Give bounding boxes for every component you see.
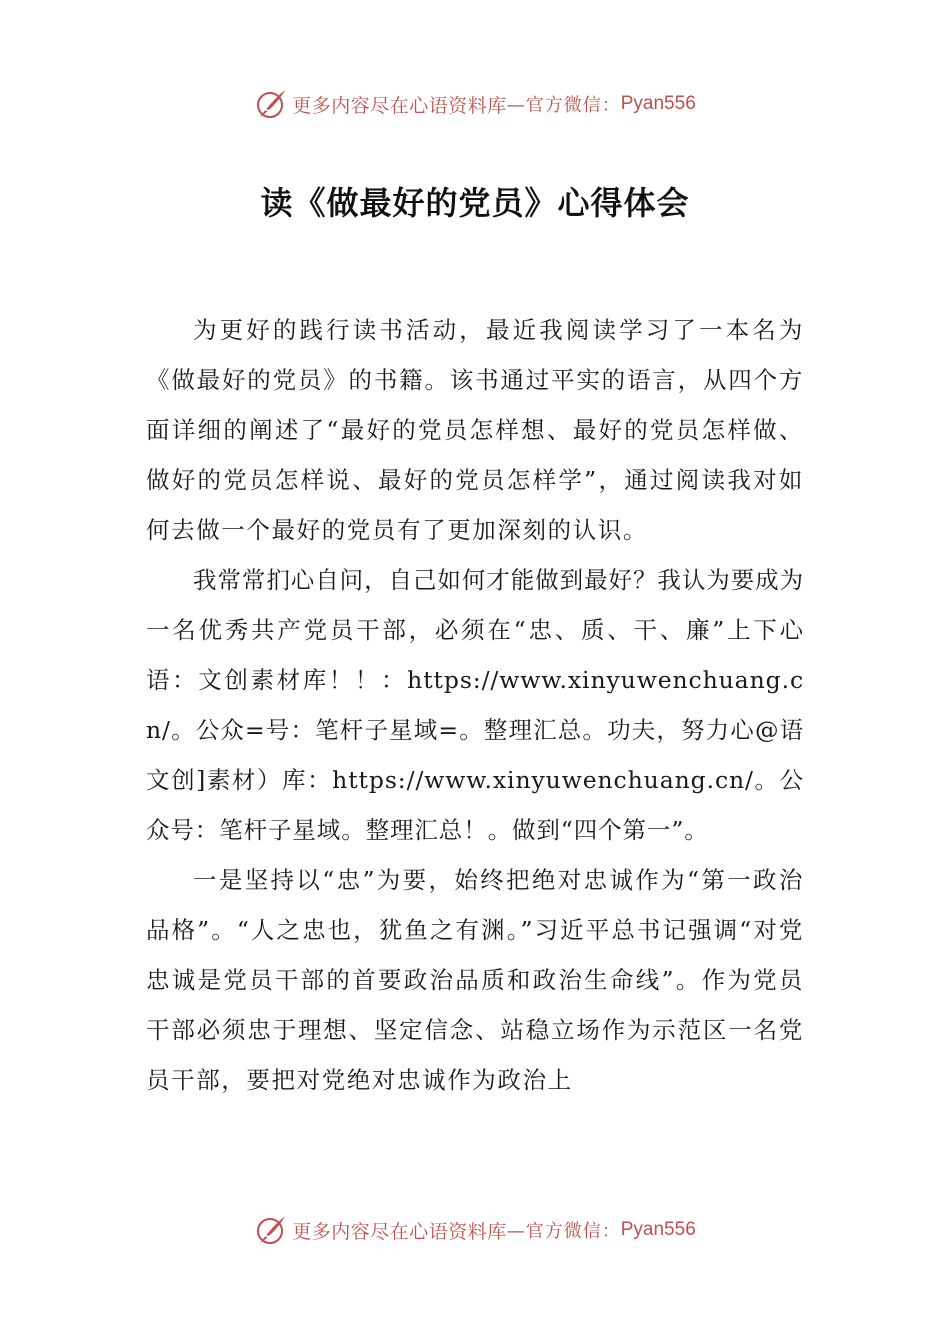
- banner-main-text: 更多内容尽在心语资料库: [292, 94, 507, 117]
- paragraph-2: 我常常扪心自问，自己如何才能做到最好？我认为要成为一名优秀共产党员干部，必须在“忠、质、干、廉”上下心语：文创素材库！！：https://www.xinyuwenchuang.cn/。公众=号：笔杆子星域=。整理汇总。功夫，努力心@语文创]素材）库：https://www.xinyuwenchuang.cn/。公众号：笔杆子星域。整理汇总！。做到“四个第一”。: [146, 566, 804, 844]
- banner-wechat-id: Pyan556: [620, 93, 696, 114]
- quill-logo-icon: [254, 1213, 288, 1247]
- paragraph-1: 为更好的践行读书活动，最近我阅读学习了一本名为《做最好的党员》的书籍。该书通过平实的语言，从四个方面详细的阐述了“最好的党员怎样想、最好的党员怎样做、做好的党员怎样说、最好的党员怎样学”，通过阅读我对如何去做一个最好的党员有了更加深刻的认识。: [146, 316, 804, 544]
- header-banner: [0, 84, 950, 124]
- document-title: 读《做最好的党员》心得体会: [260, 184, 690, 222]
- document-body: [146, 305, 804, 1165]
- footer-banner: [0, 1210, 950, 1250]
- banner-main-text: 更多内容尽在心语资料库: [292, 1220, 507, 1243]
- banner-separator-text: —官方微信：: [506, 1221, 621, 1242]
- banner-wechat-id: Pyan556: [620, 1219, 696, 1240]
- quill-logo-icon: [254, 87, 288, 121]
- paragraph-3: 一是坚持以“忠”为要，始终把绝对忠诚作为“第一政治品格”。“人之忠也，犹鱼之有渊。”习近平总书记强调“对党忠诚是党员干部的首要政治品质和政治生命线”。作为党员干部必须忠于理想、坚定信念、站稳立场作为示范区一名党员干部，要把对党绝对忠诚作为政治上: [146, 866, 804, 1094]
- banner-separator-text: —官方微信：: [506, 95, 621, 116]
